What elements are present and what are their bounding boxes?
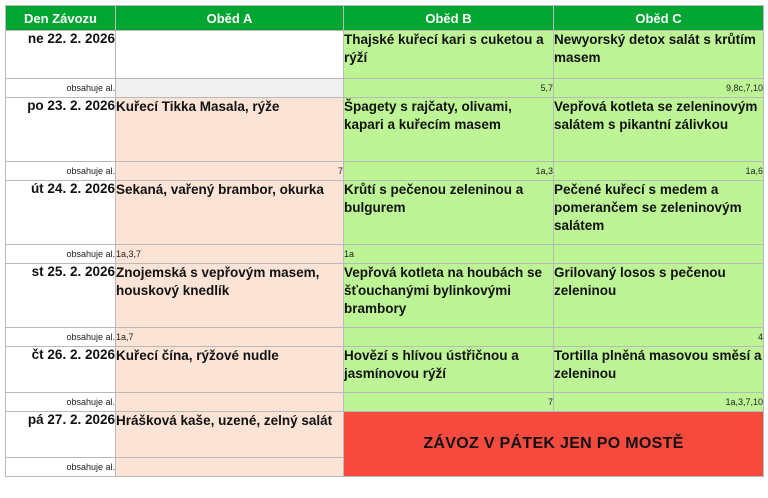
allergens-c: 4 bbox=[554, 328, 764, 347]
header-meal-a: Oběd A bbox=[116, 6, 344, 31]
lunch-menu-table bbox=[5, 5, 764, 477]
meal-b[interactable]: Thajské kuřecí kari s cuketou a rýží bbox=[344, 31, 554, 79]
allergen-label: obsahuje al. bbox=[6, 245, 116, 264]
allergens-b bbox=[344, 328, 554, 347]
allergens-c: 1a,6 bbox=[554, 162, 764, 181]
allergens-c: 9,8c,7,10 bbox=[554, 79, 764, 98]
allergens-b: 1a bbox=[344, 245, 554, 264]
meal-c[interactable]: Tortilla plněná masovou směsí a zeleninou bbox=[554, 347, 764, 393]
day-row bbox=[6, 98, 764, 162]
allergens-c bbox=[554, 245, 764, 264]
day-date: po 23. 2. 2026 bbox=[6, 98, 116, 162]
meal-b[interactable]: Vepřová kotleta na houbách se šťouchanými bylinkovými brambory bbox=[344, 264, 554, 328]
allergens-a bbox=[116, 393, 344, 412]
day-date: ne 22. 2. 2026 bbox=[6, 31, 116, 79]
allergens-b: 7 bbox=[344, 393, 554, 412]
day-date: čt 26. 2. 2026 bbox=[6, 347, 116, 393]
meal-b[interactable]: Špagety s rajčaty, olivami, kapari a kuřecím masem bbox=[344, 98, 554, 162]
meal-c[interactable]: Newyorský detox salát s krůtím masem bbox=[554, 31, 764, 79]
allergens-a bbox=[116, 79, 344, 98]
meal-a[interactable] bbox=[116, 31, 344, 79]
day-date: pá 27. 2. 2026 bbox=[6, 412, 116, 458]
meal-c[interactable]: Grilovaný losos s pečenou zeleninou bbox=[554, 264, 764, 328]
meal-c[interactable]: Vepřová kotleta se zeleninovým salátem s pikantní zálivkou bbox=[554, 98, 764, 162]
header-day: Den Závozu bbox=[6, 6, 116, 31]
meal-a[interactable]: Kuřecí Tikka Masala, rýže bbox=[116, 98, 344, 162]
header-row bbox=[6, 6, 764, 31]
meal-a[interactable]: Hrášková kaše, uzené, zelný salát bbox=[116, 412, 344, 458]
allergens-a bbox=[116, 458, 344, 477]
allergen-label: obsahuje al. bbox=[6, 393, 116, 412]
allergen-row bbox=[6, 245, 764, 264]
day-row bbox=[6, 31, 764, 79]
allergen-label: obsahuje al. bbox=[6, 458, 116, 477]
allergen-row bbox=[6, 328, 764, 347]
allergens-b: 5,7 bbox=[344, 79, 554, 98]
allergens-a: 1a,7 bbox=[116, 328, 344, 347]
day-row bbox=[6, 412, 764, 458]
day-date: st 25. 2. 2026 bbox=[6, 264, 116, 328]
day-row bbox=[6, 347, 764, 393]
friday-delivery-notice: ZÁVOZ V PÁTEK JEN PO MOSTĚ bbox=[344, 412, 764, 477]
allergens-a: 7 bbox=[116, 162, 344, 181]
allergens-c: 1a,3,7,10 bbox=[554, 393, 764, 412]
meal-a[interactable]: Znojemská s vepřovým masem, houskový knedlík bbox=[116, 264, 344, 328]
meal-b[interactable]: Krůtí s pečenou zeleninou a bulgurem bbox=[344, 181, 554, 245]
meal-c[interactable]: Pečené kuřecí s medem a pomerančem se zeleninovým salátem bbox=[554, 181, 764, 245]
meal-a[interactable]: Kuřecí čína, rýžové nudle bbox=[116, 347, 344, 393]
header-meal-b: Oběd B bbox=[344, 6, 554, 31]
day-date: út 24. 2. 2026 bbox=[6, 181, 116, 245]
allergen-label: obsahuje al. bbox=[6, 79, 116, 98]
day-row bbox=[6, 181, 764, 245]
allergens-a: 1a,3,7 bbox=[116, 245, 344, 264]
allergen-label: obsahuje al. bbox=[6, 328, 116, 347]
header-meal-c: Oběd C bbox=[554, 6, 764, 31]
meal-b[interactable]: Hovězí s hlívou ústřičnou a jasmínovou rýží bbox=[344, 347, 554, 393]
allergen-row bbox=[6, 79, 764, 98]
allergen-row bbox=[6, 393, 764, 412]
meal-a[interactable]: Sekaná, vařený brambor, okurka bbox=[116, 181, 344, 245]
allergens-b: 1a,3 bbox=[344, 162, 554, 181]
allergen-label: obsahuje al. bbox=[6, 162, 116, 181]
allergen-row bbox=[6, 162, 764, 181]
day-row bbox=[6, 264, 764, 328]
